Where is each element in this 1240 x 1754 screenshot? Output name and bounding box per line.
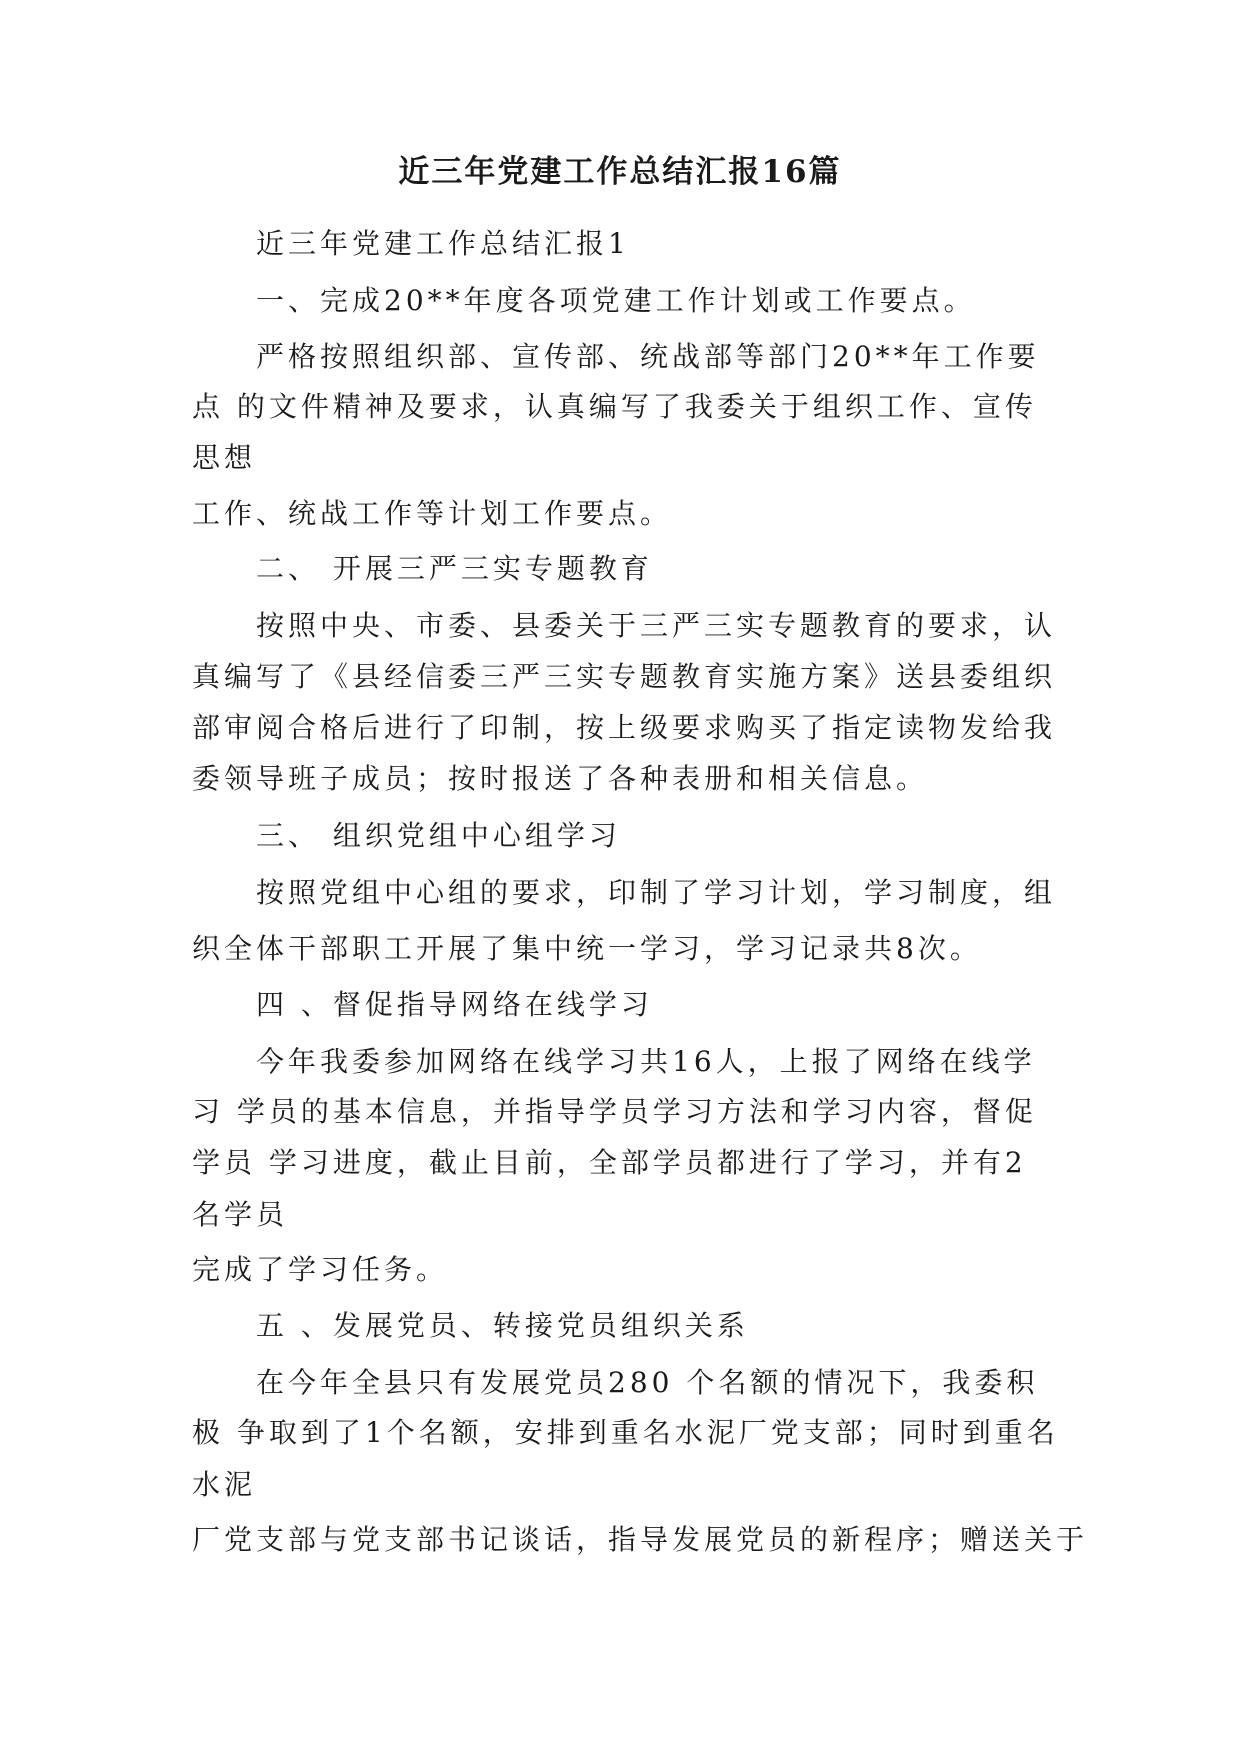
paragraph-line: 点 的文件精神及要求，认真编写了我委关于组织工作、宣传 <box>192 390 1037 423</box>
paragraph-line: 织全体干部职工开展了集中统一学习，学习记录共8次。 <box>192 932 982 965</box>
paragraph-line: 按照党组中心组的要求，印制了学习计划，学习制度，组 <box>256 876 1057 909</box>
paragraph-line: 真编写了《县经信委三严三实专题教育实施方案》送县委组织 <box>192 660 1057 693</box>
paragraph-line: 严格按照组织部、宣传部、统战部等部门20**年工作要 <box>256 340 1040 373</box>
paragraph-line: 名学员 <box>192 1198 289 1231</box>
paragraph-line: 二、 开展三严三实专题教育 <box>256 552 653 585</box>
paragraph-line: 五 、发展党员、转接党员组织关系 <box>256 1309 749 1342</box>
paragraph-line: 学员 学习进度，截止目前，全部学员都进行了学习，并有2 <box>192 1146 1027 1179</box>
paragraph-line: 完成了学习任务。 <box>192 1253 449 1286</box>
paragraph-line: 按照中央、市委、县委关于三严三实专题教育的要求，认 <box>256 609 1057 642</box>
paragraph-line: 在今年全县只有发展党员280 个名额的情况下，我委积 <box>256 1366 1039 1399</box>
paragraph-line: 习 学员的基本信息，并指导学员学习方法和学习内容，督促 <box>192 1095 1037 1128</box>
paragraph-line: 思想 <box>192 441 257 474</box>
paragraph-line: 工作、统战工作等计划工作要点。 <box>192 497 673 530</box>
paragraph-line: 委领导班子成员；按时报送了各种表册和相关信息。 <box>192 762 929 795</box>
paragraph-line: 近三年党建工作总结汇报1 <box>256 227 630 260</box>
paragraph-line: 部审阅合格后进行了印制，按上级要求购买了指定读物发给我 <box>192 711 1057 744</box>
paragraph-line: 一、完成20**年度各项党建工作计划或工作要点。 <box>256 284 976 317</box>
document-title: 近三年党建工作总结汇报16篇 <box>398 154 842 190</box>
paragraph-line: 今年我委参加网络在线学习共16人，上报了网络在线学 <box>256 1045 1036 1078</box>
paragraph-line: 水泥 <box>192 1468 257 1501</box>
paragraph-line: 极 争取到了1个名额，安排到重名水泥厂党支部；同时到重名 <box>192 1416 1059 1449</box>
paragraph-line: 四 、督促指导网络在线学习 <box>256 988 653 1021</box>
paragraph-line: 厂党支部与党支部书记谈话，指导发展党员的新程序；赠送关于 <box>192 1523 1089 1556</box>
paragraph-line: 三、 组织党组中心组学习 <box>256 819 621 852</box>
